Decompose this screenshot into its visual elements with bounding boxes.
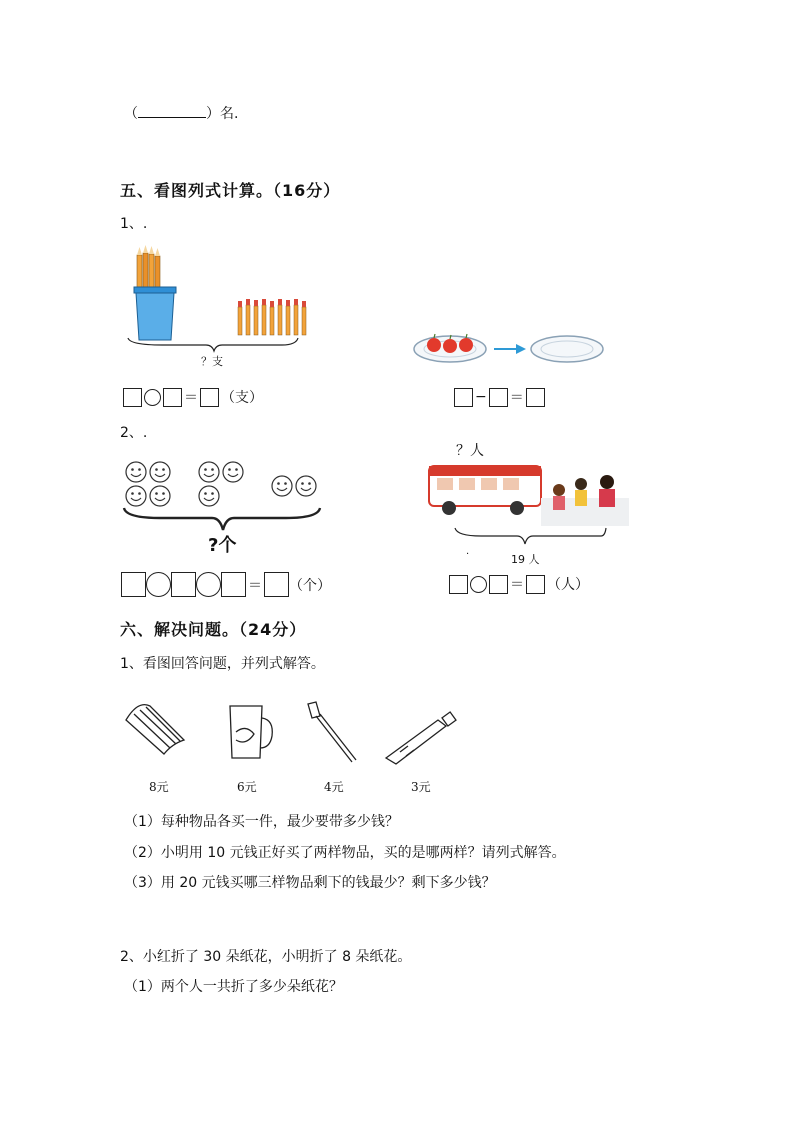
apple-equation: [454, 387, 545, 407]
question-2-label: 2、.: [120, 425, 148, 441]
empty-plate-icon: [531, 336, 603, 362]
pencil-cup-icon: [134, 245, 176, 340]
answer-box[interactable]: [449, 575, 468, 594]
question-2-intro: 2、小红折了 30 朵纸花，小明折了 8 朵纸花。: [120, 949, 412, 965]
equals-sign: ＝: [509, 390, 524, 406]
top-answer-line: [124, 103, 238, 123]
open-paren: （: [124, 106, 138, 122]
rank-suffix: ）名.: [206, 106, 239, 122]
bus-dot: .: [466, 546, 470, 557]
operator-circle[interactable]: [196, 572, 221, 597]
towel-icon: [126, 705, 184, 754]
toothpaste-icon: [386, 712, 456, 764]
bus-illustration: [425, 460, 631, 546]
smiley-illustration: [120, 458, 326, 536]
bus-equation: [449, 574, 589, 594]
answer-box[interactable]: [221, 572, 246, 597]
bus-icon: [429, 466, 541, 515]
bus-caption: 19 人: [511, 553, 540, 566]
equals-sign: ＝: [248, 577, 262, 594]
answer-box[interactable]: [264, 572, 289, 597]
sub-question-3: （3）用 20 元钱买哪三样物品剩下的钱最少？剩下多少钱？: [124, 875, 496, 891]
unit-label: （人）: [547, 577, 589, 593]
children-icon: [541, 475, 629, 526]
answer-box[interactable]: [171, 572, 196, 597]
item-price: 4元: [324, 780, 344, 794]
answer-box[interactable]: [121, 572, 146, 597]
operator-circle[interactable]: [146, 572, 171, 597]
answer-box[interactable]: [163, 388, 182, 407]
smiley-equation: [121, 572, 331, 597]
apple-icon: [427, 334, 473, 353]
answer-blank[interactable]: [138, 105, 206, 118]
answer-box[interactable]: [526, 388, 545, 407]
smiley-icon: [126, 462, 316, 506]
section-5-title: 五、看图列式计算。（16分）: [120, 181, 341, 200]
answer-box[interactable]: [123, 388, 142, 407]
question-1-intro: 1、看图回答问题，并列式解答。: [120, 656, 325, 672]
bus-top-label: ？人: [456, 443, 484, 459]
item-price: 3元: [411, 780, 431, 794]
unit-label: （个）: [289, 577, 331, 594]
answer-box[interactable]: [454, 388, 473, 407]
section-6-title: 六、解决问题。（24分）: [120, 620, 307, 639]
pencil-cup-illustration: [122, 245, 312, 357]
answer-box[interactable]: [489, 388, 508, 407]
operator-circle[interactable]: [470, 576, 487, 593]
smiley-caption: ?个: [208, 535, 237, 556]
unit-label: （支）: [221, 390, 263, 406]
mug-icon: [230, 706, 272, 758]
item-price: 6元: [237, 780, 257, 794]
apple-plates-illustration: [412, 327, 608, 369]
sub-question-2: （2）小明用 10 元钱正好买了两样物品，买的是哪两样？请列式解答。: [124, 845, 566, 861]
loose-pencils-icon: [238, 299, 306, 335]
equals-sign: ＝: [184, 390, 198, 406]
equals-sign: ＝: [510, 577, 524, 593]
operator-circle[interactable]: [144, 389, 161, 406]
pencil-equation: [123, 387, 263, 407]
question-1-label: 1、.: [120, 216, 148, 232]
items-illustration: [120, 696, 465, 768]
question-2-sub-1: （1）两个人一共折了多少朵纸花？: [124, 979, 343, 995]
brace: [124, 508, 320, 530]
pencil-caption: ？支: [201, 355, 223, 368]
toothbrush-icon: [308, 702, 356, 762]
minus-sign: −: [475, 389, 487, 405]
answer-box[interactable]: [200, 388, 219, 407]
item-price: 8元: [149, 780, 169, 794]
answer-box[interactable]: [489, 575, 508, 594]
answer-box[interactable]: [526, 575, 545, 594]
brace: [455, 528, 606, 544]
sub-question-1: （1）每种物品各买一件，最少要带多少钱？: [124, 814, 399, 830]
